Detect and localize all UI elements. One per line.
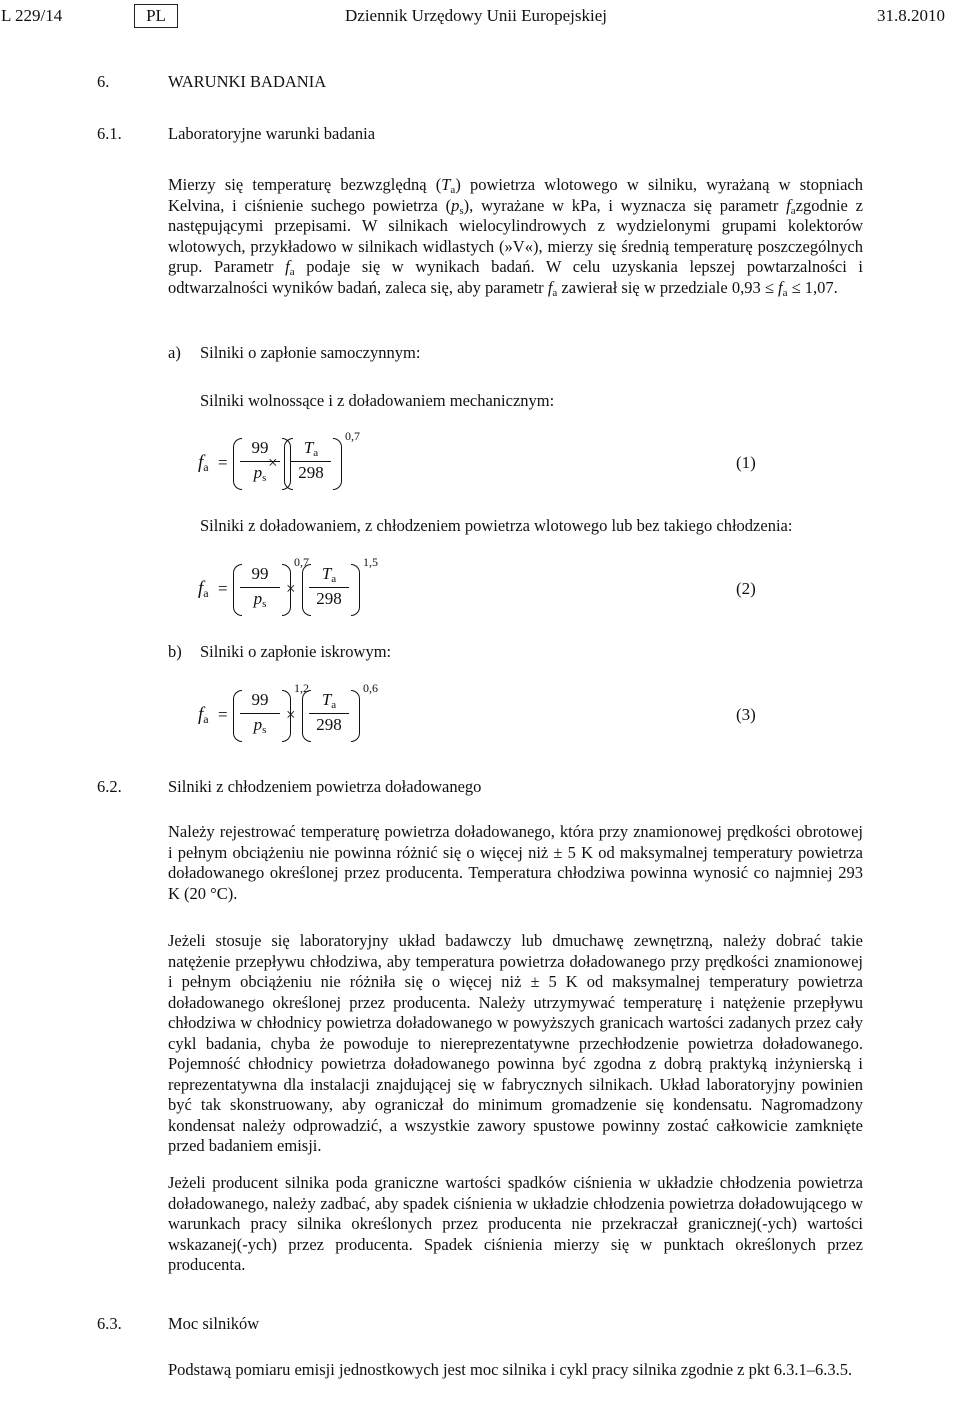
journal-title: Dziennik Urzędowy Unii Europejskiej — [345, 6, 608, 25]
section-6-1-number: 6.1. — [97, 124, 122, 143]
formula-fraction-temperature: $T_a$ 298 — [307, 564, 351, 611]
formula-times: × — [286, 705, 296, 724]
formula-exponent-1: 0,7 — [294, 555, 309, 569]
item-a-sub2: Silniki z doładowaniem, z chłodzeniem powietrza wlotowego lub bez takiego chłodzenia: — [200, 516, 793, 535]
item-a-text: Silniki o zapłonie samoczynnym: — [200, 343, 421, 362]
formula-exponent-2: 1,5 — [363, 555, 378, 569]
formula-equals: = — [218, 453, 228, 472]
formula-times: × — [286, 579, 296, 598]
item-b-label: b) — [168, 642, 182, 661]
publication-date: 31.8.2010 — [877, 6, 945, 25]
formula-times: × — [268, 453, 278, 472]
section-6-1-title: Laboratoryjne warunki badania — [168, 124, 376, 143]
formula-fraction-pressure: 99 $p_s$ — [238, 438, 282, 485]
formula-1 — [198, 426, 758, 506]
formula-number: (3) — [736, 705, 756, 724]
section-6-2-number: 6.2. — [97, 777, 122, 796]
paragraph-charge-air-temperature: Należy rejestrować temperaturę powietrza doładowanego, która przy znamionowej prędkości obrotowej i pełnym obciążeniu nie powinna różnić się o więcej niż ± 5 K od maksymalnej temperatury powietrza doładowanego określonej przez producenta. Temperatura chłodziwa powinna wynosić co najmniej 293 K (20 °C). — [168, 822, 863, 903]
formula-fraction-temperature: $T_a$ 298 — [307, 690, 351, 737]
section-6-number: 6. — [97, 72, 110, 91]
formula-fraction-pressure: 99 $p_s$ — [238, 690, 282, 737]
paragraph-engine-power: Podstawą pomiaru emisji jednostkowych jest moc silnika i cykl pracy silnika zgodnie z pkt 6.3.1–6.3.5. — [168, 1360, 853, 1379]
item-a-sub1: Silniki wolnossące i z doładowaniem mechanicznym: — [200, 391, 555, 410]
paragraph-conditions: Mierzy się temperaturę bezwzględną $(T_a)$ powietrza wlotowego w silniku, wyrażaną w stopniach Kelvina, i ciśnienie suchego powietrza $(p_s)$, wyrażane w kPa, i wyznacza się parametr $f_azgodnie$ z następującymi przepisami. W silnikach wielocylindrowych z wydzielonymi grupami kolektorów wlotowych, przykładowo w silnikach widlastych (»V«), mierzy się średnią temperaturę poszczególnych grup. Parametr $f_a$ podaje się w wynikach badań. W celu uzyskania lepszej powtarzalności i odtwarzalności wyników badań, zaleca się, aby parametr $f_a$ zawierał się w przedziale $0,93 \le f_a \le 1,07$. — [168, 175, 863, 299]
formula-lhs: $f_a$ — [198, 452, 209, 474]
item-b-text: Silniki o zapłonie iskrowym: — [200, 642, 392, 661]
section-6-3-number: 6.3. — [97, 1314, 122, 1333]
language-badge: PL — [134, 4, 178, 28]
item-a-label: a) — [168, 343, 181, 362]
formula-2 — [198, 552, 758, 632]
formula-exponent-2: 0,7 — [345, 429, 360, 443]
paragraph-pressure-drop: Jeżeli producent silnika poda graniczne wartości spadków ciśnienia w układzie chłodzenia powietrza doładowanego, należy zadbać, aby spadek ciśnienia w układzie chłodzenia powietrza doładowującego w warunkach pracy silnika określonych przez producenta nie przekraczał granicznej(-ych) wartości wskazanej(-ych) przez producenta. Spadek ciśnienia mierzy się w punktach określonych przez producenta. — [168, 1173, 863, 1274]
formula-exponent-2: 0,6 — [363, 681, 378, 695]
formula-exponent-1: 1,2 — [294, 681, 309, 695]
section-6-3-title: Moc silników — [168, 1314, 260, 1333]
formula-number: (2) — [736, 579, 756, 598]
formula-fraction-pressure: 99 $p_s$ — [238, 564, 282, 611]
section-6-2-title: Silniki z chłodzeniem powietrza doładowanego — [168, 777, 482, 796]
formula-3 — [198, 678, 758, 758]
section-6-title: WARUNKI BADANIA — [168, 72, 327, 91]
page-reference: L 229/14 — [1, 6, 63, 25]
formula-lhs: $f_a$ — [198, 704, 209, 726]
paragraph-laboratory-cooler: Jeżeli stosuje się laboratoryjny układ badawczy lub dmuchawę zewnętrzną, należy dobrać takie natężenie przepływu chłodziwa, aby temperatura powietrza doładowanego przy prędkości znamionowej i pełnym obciążeniu nie różniła się o więcej niż ± 5 K od maksymalnej temperatury powietrza doładowanego określonej przez producenta. Należy utrzymywać temperaturę i natężenie przepływu chłodziwa w chłodnicy powietrza doładowanego w powyższych granicach wartości zadanych przez cały cykl badania, chyba że powoduje to niereprezentatywne przechłodzenie powietrza doładowanego. Pojemność chłodnicy powietrza doładowanego powinna być zgodna z dobrą praktyką inżynierską i reprezentatywna dla instalacji znajdującej się w fabrycznych silnikach. Układ laboratoryjny powinien być tak skonstruowany, aby ograniczał do minimum gromadzenie się kondensatu. Nagromadzony kondensat należy odprowadzić, a wszystkie zawory spustowe powinny zostać całkowicie zamknięte przed badaniem emisji. — [168, 931, 863, 1155]
page-header — [0, 2, 960, 28]
formula-equals: = — [218, 579, 228, 598]
formula-equals: = — [218, 705, 228, 724]
formula-lhs: $f_a$ — [198, 578, 209, 600]
formula-number: (1) — [736, 453, 756, 472]
formula-fraction-temperature: $T_a$ 298 — [289, 438, 333, 485]
